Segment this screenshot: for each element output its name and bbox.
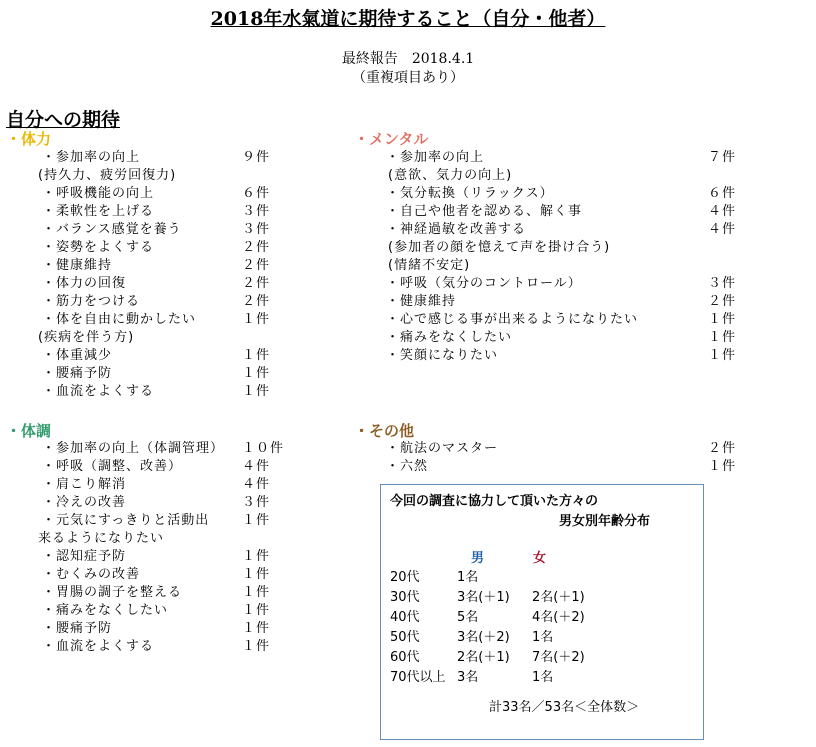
list-item-count: １件	[242, 312, 271, 327]
list-item	[42, 566, 140, 584]
list-item-text: ・元気にすっきりと活動出	[42, 513, 210, 528]
distribution-total: 計33名／53名＜全体数＞	[489, 700, 640, 715]
list-item-count: ４件	[708, 204, 737, 219]
list-item	[386, 329, 512, 347]
list-item-count: １件	[242, 384, 271, 399]
list-item-text: ・気分転換（リラックス）	[386, 186, 554, 201]
distribution-female-cell: 2名(＋1)	[532, 590, 585, 605]
distribution-title-line2: 男女別年齢分布	[559, 514, 651, 529]
list-item-text: ・呼吸（調整、改善）	[42, 459, 183, 474]
list-item	[42, 257, 112, 275]
list-item-text: ・体重減少	[42, 348, 113, 363]
list-item-count: １件	[242, 348, 271, 363]
list-item-text: ・肩こり解消	[42, 477, 127, 492]
list-item-text: ・神経過敏を改善する	[386, 222, 527, 237]
list-item-text: ・バランス感覚を養う	[42, 222, 182, 237]
list-item	[388, 239, 610, 257]
list-item	[42, 203, 154, 221]
list-item	[386, 185, 554, 203]
list-item	[42, 638, 154, 656]
list-item	[42, 239, 154, 257]
list-item	[38, 167, 176, 185]
distribution-male-cell: 2名(＋1)	[457, 650, 510, 665]
list-item-count: １件	[242, 549, 271, 564]
list-item-text: ・参加率の向上	[42, 150, 141, 165]
list-item-text: (持久力、疲労回復力)	[38, 168, 177, 183]
list-item-text: ・自己や他者を認める、解く事	[386, 204, 583, 219]
list-item-count: １件	[242, 621, 271, 636]
list-item	[42, 584, 182, 602]
list-item-text: ・血流をよくする	[42, 639, 155, 654]
list-item-text: ・参加率の向上（体調管理）	[42, 441, 225, 456]
list-item	[42, 476, 126, 494]
list-item-text: (情緒不安定)	[388, 258, 471, 273]
list-item-text: ・血流をよくする	[42, 384, 155, 399]
list-item-count: ７件	[708, 150, 737, 165]
list-item-count: １件	[242, 366, 271, 381]
category-condition-heading: ・体調	[6, 422, 52, 440]
list-item-count: １件	[242, 585, 271, 600]
list-item-text: ・体力の回復	[42, 276, 127, 291]
list-item-count: １件	[708, 312, 737, 327]
distribution-age-cell: 70代以上	[390, 670, 446, 685]
female-column-label: 女	[533, 551, 547, 566]
category-physical-heading: ・体力	[6, 130, 52, 148]
age-gender-distribution-box	[380, 484, 704, 740]
list-item-text: ・健康維持	[42, 258, 113, 273]
list-item-text: ・航法のマスター	[386, 441, 499, 456]
distribution-female-cell: 7名(＋2)	[532, 650, 585, 665]
category-mental-heading: ・メンタル	[354, 130, 429, 148]
list-item-text: ・認知症予防	[42, 549, 127, 564]
list-item-text: ・呼吸機能の向上	[42, 186, 155, 201]
category-other-heading: ・その他	[354, 422, 415, 440]
list-item-count: ４件	[242, 459, 271, 474]
list-item-text: ・参加率の向上	[386, 150, 485, 165]
distribution-female-cell: 1名	[532, 670, 554, 685]
page-title: 2018年水氣道に期待すること（自分・他者）	[210, 8, 606, 30]
list-item-text: ・腰痛予防	[42, 366, 113, 381]
distribution-female-cell: 4名(＋2)	[532, 610, 585, 625]
distribution-age-cell: 20代	[390, 570, 420, 585]
distribution-age-cell: 30代	[390, 590, 420, 605]
list-item-count: ４件	[242, 477, 271, 492]
list-item-count: ３件	[242, 222, 271, 237]
list-item	[42, 293, 140, 311]
list-item	[42, 512, 209, 530]
list-item-count: ２件	[708, 294, 737, 309]
distribution-age-cell: 50代	[390, 630, 420, 645]
list-item-count: ２件	[242, 258, 271, 273]
list-item	[42, 440, 224, 458]
list-item-count: ２件	[242, 240, 271, 255]
section-title-self-expectation: 自分への期待	[6, 109, 121, 131]
list-item	[42, 365, 112, 383]
list-item	[386, 275, 582, 293]
distribution-title-line1: 今回の調査に協力して頂いた方々の	[390, 494, 599, 509]
list-item	[386, 458, 428, 476]
list-item-count: ４件	[708, 222, 737, 237]
list-item-count: １件	[708, 459, 737, 474]
list-item-count: １件	[242, 603, 271, 618]
list-item	[388, 257, 470, 275]
list-item	[42, 275, 126, 293]
list-item	[42, 185, 154, 203]
list-item	[386, 347, 498, 365]
list-item	[386, 440, 498, 458]
distribution-male-cell: 1名	[457, 570, 479, 585]
list-item-count: １件	[242, 513, 271, 528]
list-item	[42, 548, 126, 566]
list-item	[386, 293, 456, 311]
list-item	[42, 221, 182, 239]
distribution-female-cell: 1名	[532, 630, 554, 645]
list-item-count: ２件	[242, 294, 271, 309]
list-item-count: ２件	[708, 441, 737, 456]
list-item-count: １件	[242, 639, 271, 654]
list-item	[42, 311, 196, 329]
list-item-text: ・健康維持	[386, 294, 457, 309]
list-item	[42, 620, 112, 638]
list-item-text: ・笑顔になりたい	[386, 348, 499, 363]
list-item-text: ・姿勢をよくする	[42, 240, 155, 255]
list-item	[386, 203, 582, 221]
list-item-count: ９件	[242, 150, 271, 165]
list-item-count: １件	[708, 348, 737, 363]
list-item-text: ・六然	[386, 459, 429, 474]
list-item-count: １件	[708, 330, 737, 345]
list-item-count: ６件	[242, 186, 271, 201]
list-item-count: ３件	[708, 276, 737, 291]
list-item-text: ・柔軟性を上げる	[42, 204, 155, 219]
list-item-text: ・体を自由に動かしたい	[42, 312, 197, 327]
list-item-count: １件	[242, 567, 271, 582]
list-item-text: ・痛みをなくしたい	[386, 330, 513, 345]
list-item	[42, 458, 182, 476]
list-item-text: ・呼吸（気分のコントロール）	[386, 276, 582, 291]
list-item-count: ２件	[242, 276, 271, 291]
list-item-text: ・むくみの改善	[42, 567, 141, 582]
list-item-count: ３件	[242, 495, 271, 510]
distribution-male-cell: 3名	[457, 670, 479, 685]
list-item	[386, 221, 526, 239]
list-item-text: (疾病を伴う方)	[38, 330, 135, 345]
list-item-count: ３件	[242, 204, 271, 219]
list-item-text: ・心で感じる事が出来るようになりたい	[386, 312, 639, 327]
list-item	[38, 530, 164, 548]
duplicate-note: （重複項目あり）	[352, 70, 464, 86]
list-item-text: 来るようになりたい	[38, 531, 165, 546]
distribution-age-cell: 60代	[390, 650, 420, 665]
male-column-label: 男	[471, 551, 485, 566]
distribution-male-cell: 3名(＋2)	[457, 630, 510, 645]
distribution-male-cell: 5名	[457, 610, 479, 625]
distribution-age-cell: 40代	[390, 610, 420, 625]
list-item	[38, 329, 134, 347]
list-item-text: ・筋力をつける	[42, 294, 141, 309]
list-item-text: (意欲、気力の向上)	[388, 168, 513, 183]
list-item	[42, 494, 126, 512]
list-item	[386, 149, 484, 167]
list-item	[42, 347, 112, 365]
list-item-text: ・腰痛予防	[42, 621, 113, 636]
list-item	[42, 383, 154, 401]
list-item	[388, 167, 512, 185]
list-item	[386, 311, 638, 329]
distribution-male-cell: 3名(＋1)	[457, 590, 510, 605]
list-item-text: (参加者の顔を憶えて声を掛け合う)	[388, 240, 611, 255]
list-item-count: １０件	[242, 441, 285, 456]
list-item	[42, 149, 140, 167]
report-date: 最終報告 2018.4.1	[341, 51, 475, 67]
list-item	[42, 602, 168, 620]
list-item-text: ・胃腸の調子を整える	[42, 585, 183, 600]
list-item-text: ・冷えの改善	[42, 495, 127, 510]
list-item-count: ６件	[708, 186, 737, 201]
list-item-text: ・痛みをなくしたい	[42, 603, 169, 618]
